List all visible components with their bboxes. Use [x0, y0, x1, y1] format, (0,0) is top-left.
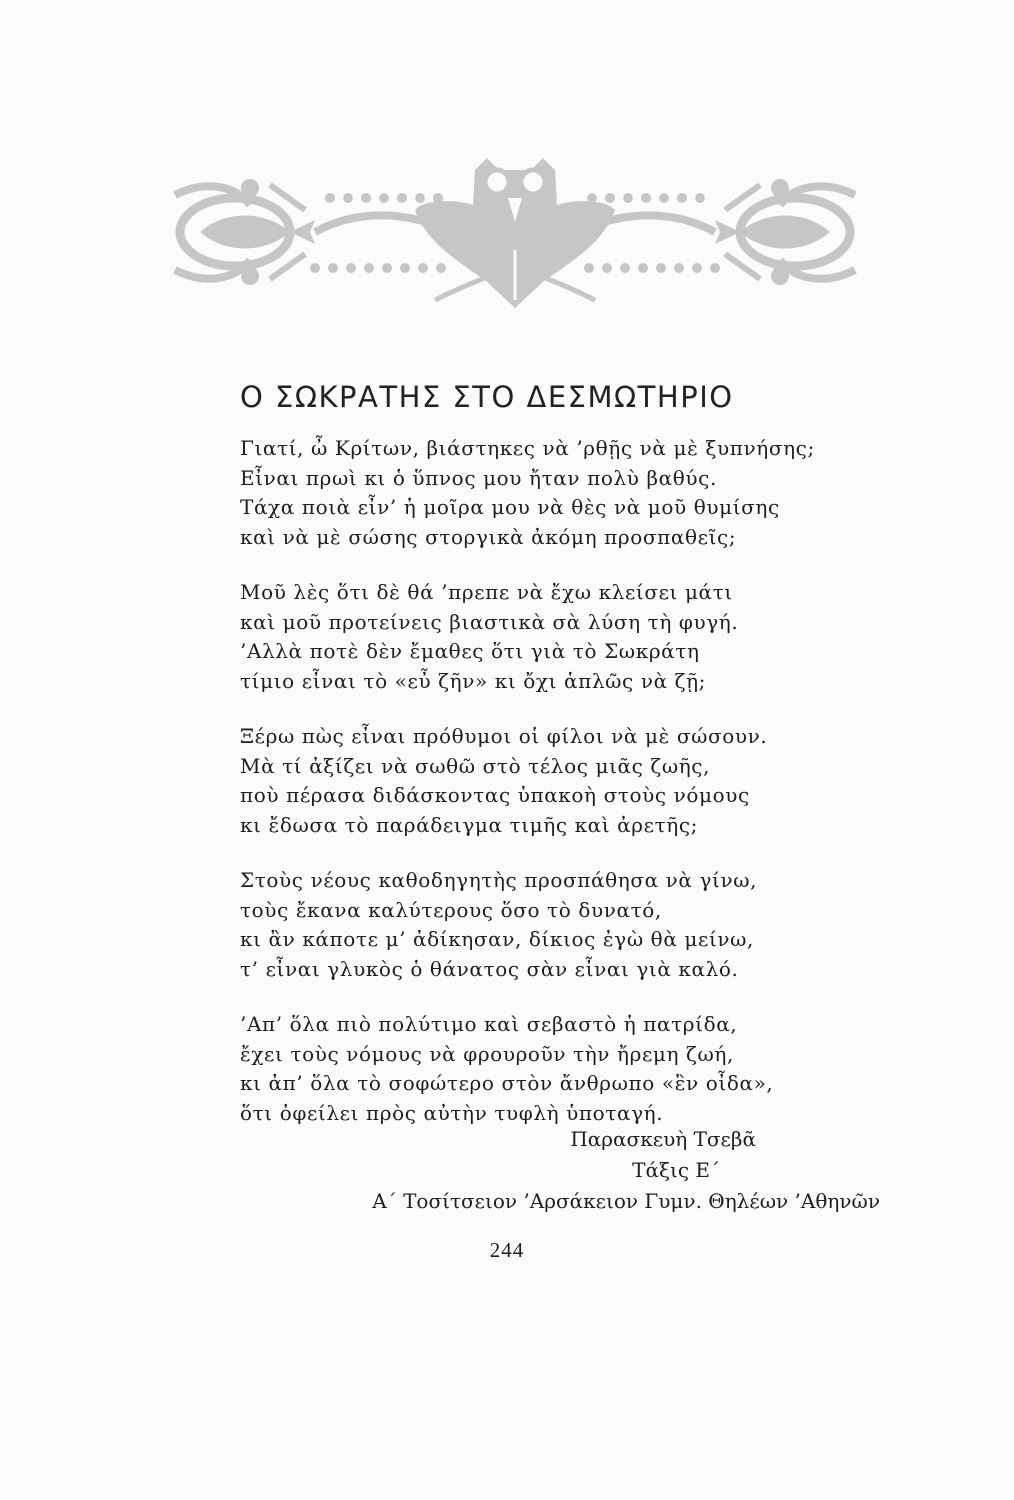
poem-line: κι ἔδωσα τὸ παράδειγμα τιμῆς καὶ ἀρετῆς;: [240, 812, 698, 837]
poem-line: κι ἂν κάποτε μ’ ἀδίκησαν, δίκιος ἐγὼ θὰ μείνω,: [240, 927, 755, 951]
poem-line: Μὰ τί ἀξίζει νὰ σωθῶ στὸ τέλος μιᾶς ζωῆς,: [240, 753, 711, 778]
poem-line: ὅτι ὀφείλει πρὸς αὐτὴν τυφλὴ ὑποταγή.: [240, 1100, 664, 1125]
poem-line: κι ἀπ’ ὅλα τὸ σοφώτερο στὸν ἄνθρωπο «ἓν οἶδα»,: [240, 1071, 774, 1095]
owl-ornament: [165, 150, 865, 310]
poem-body: [240, 434, 840, 1154]
poem-line: Τάχα ποιὰ εἶν’ ἡ μοῖρα μου νὰ θὲς νὰ μοῦ θυμίσης: [240, 495, 780, 519]
poem-line: τίμιο εἶναι τὸ «εὖ ζῆν» κι ὄχι ἁπλῶς νὰ ζῇ;: [240, 668, 706, 693]
poem-line: ’Απ’ ὅλα πιὸ πολύτιμο καὶ σεβαστὸ ἡ πατρίδα,: [240, 1012, 738, 1036]
owl-meander-ornament-icon: [165, 150, 865, 310]
page-number: 244: [489, 1238, 525, 1262]
poem-line: καὶ νὰ μὲ σώσης στοργικὰ ἀκόμη προσπαθεῖς;: [240, 524, 737, 549]
stanza-5: [240, 1010, 840, 1128]
stanza-4: [240, 866, 840, 984]
stanza-2: [240, 578, 840, 696]
poem-line: καὶ μοῦ προτείνεις βιαστικὰ σὰ λύση τὴ φυγή.: [240, 609, 739, 634]
author-name: Παρασκευὴ Τσεβᾶ: [570, 1127, 756, 1151]
poem-line: Ξέρω πὼς εἶναι πρόθυμοι οἱ φίλοι νὰ μὲ σώσουν.: [240, 724, 768, 748]
poem-line: Μοῦ λὲς ὅτι δὲ θά ’πρεπε νὰ ἔχω κλείσει μάτι: [240, 580, 733, 604]
author-class: Τάξις Ε΄: [632, 1158, 720, 1182]
poem-title: Ο ΣΩΚΡΑΤΗΣ ΣΤΟ ΔΕΣΜΩΤΗΡΙΟ: [240, 380, 734, 414]
stanza-3: [240, 722, 840, 840]
author-school: Α΄ Τοσίτσειον ’Αρσάκειον Γυμν. Θηλέων ’Αθηνῶν: [372, 1189, 880, 1213]
poem-line: ’Αλλὰ ποτὲ δὲν ἔμαθες ὅτι γιὰ τὸ Σωκράτη: [240, 639, 700, 663]
signature-block: [360, 1124, 880, 1217]
poem-line: Στοὺς νέους καθοδηγητὴς προσπάθησα νὰ γίνω,: [240, 868, 758, 892]
stanza-1: [240, 434, 840, 552]
poem-line: τ’ εἶναι γλυκὸς ὁ θάνατος σὰν εἶναι γιὰ καλό.: [240, 956, 739, 981]
poem-line: ἔχει τοὺς νόμους νὰ φρουροῦν τὴν ἤρεμη ζωή,: [240, 1041, 734, 1066]
poem-line: Εἶναι πρωὶ κι ὁ ὕπνος μου ἤταν πολὺ βαθύς.: [240, 465, 717, 490]
poem-line: ποὺ πέρασα διδάσκοντας ὑπακοὴ στοὺς νόμους: [240, 783, 750, 807]
poem-line: Γιατί, ὦ Κρίτων, βιάστηκες νὰ ’ρθῇς νὰ μὲ ξυπνήσης;: [240, 436, 815, 460]
poem-line: τοὺς ἔκανα καλύτερους ὅσο τὸ δυνατό,: [240, 897, 662, 922]
